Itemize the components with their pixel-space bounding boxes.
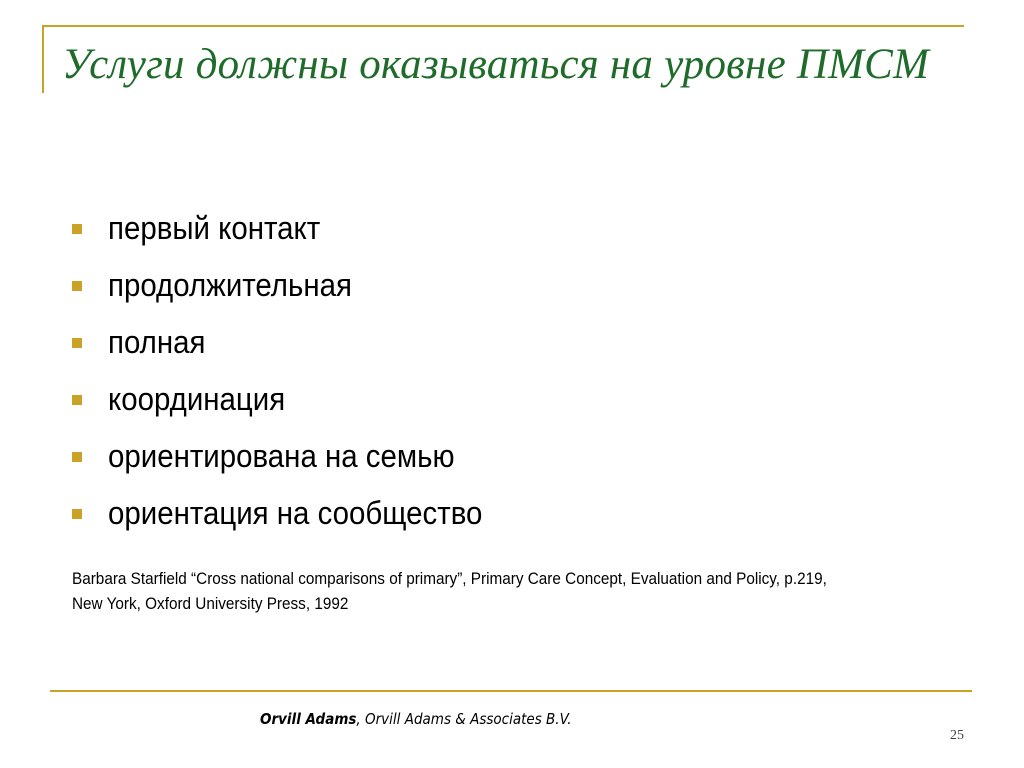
square-bullet-icon [72,395,82,405]
bullet-text: ориентирована на семью [108,438,455,474]
square-bullet-icon [72,452,82,462]
footer-author: Orvill Adams [260,710,357,728]
bullet-item [72,428,515,485]
bullet-item [72,485,515,542]
bullet-item [72,314,515,371]
bullet-text: полная [108,324,206,360]
square-bullet-icon [72,281,82,291]
bullet-item [72,371,515,428]
title-left-rule [42,25,44,93]
bullet-list [72,200,515,542]
citation [72,566,882,616]
bullet-text: продолжительная [108,267,352,303]
footer-credit [260,710,572,728]
bullet-text: первый контакт [108,210,321,246]
bullet-item [72,200,515,257]
bullet-text: координация [108,381,286,417]
page-number: 25 [950,728,964,743]
square-bullet-icon [72,509,82,519]
citation-line: Barbara Starfield “Cross national comparisons of primary”, Primary Care Concept, Evaluation and Policy, p.219, [72,569,827,588]
slide-title: Услуги должны оказываться на уровне ПМСМ [62,41,929,88]
bullet-text: ориентация на сообщество [108,495,483,531]
footer-organization: , Orvill Adams & Associates B.V. [356,710,572,728]
title-top-rule [42,25,964,27]
square-bullet-icon [72,224,82,234]
bullet-item [72,257,515,314]
square-bullet-icon [72,338,82,348]
citation-line: New York, Oxford University Press, 1992 [72,594,349,613]
footer-rule [50,690,972,692]
